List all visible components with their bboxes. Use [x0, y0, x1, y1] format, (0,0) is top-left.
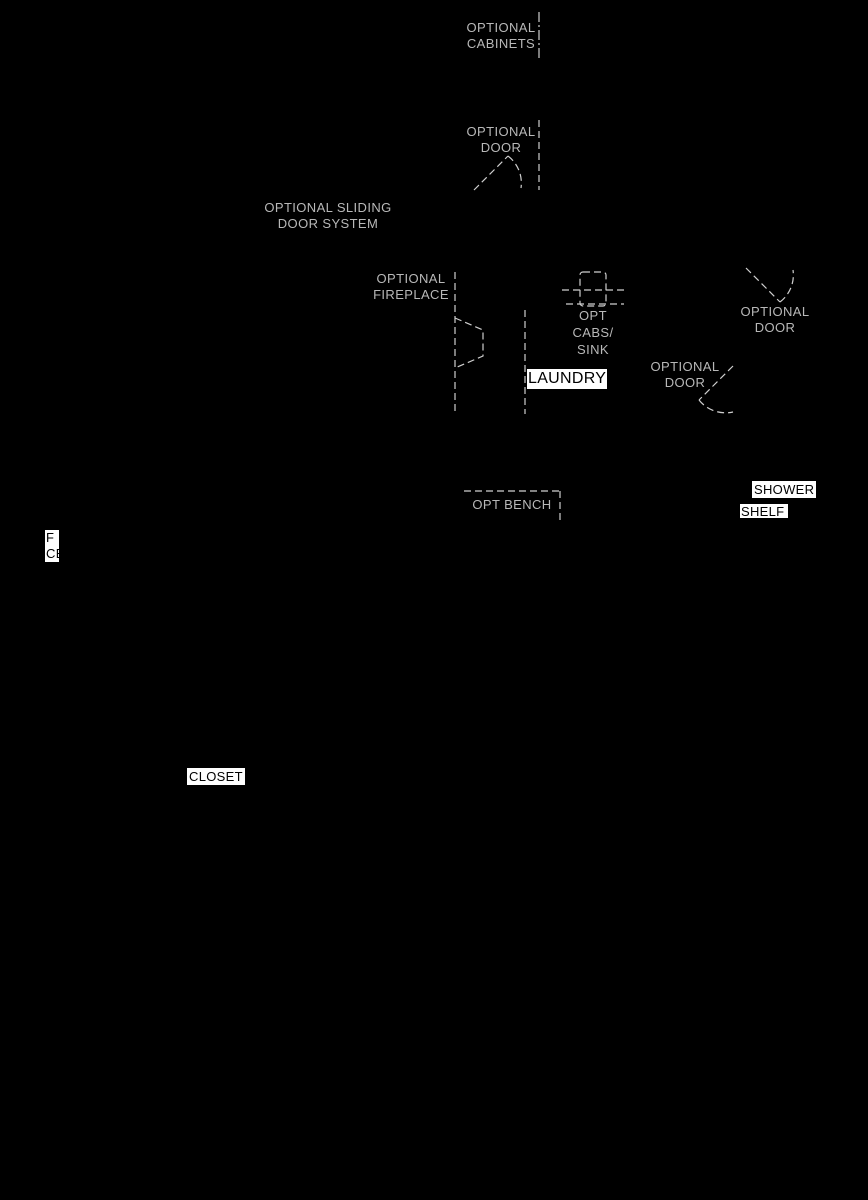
- opt-cabs-sink-line-2: CABS/: [572, 325, 614, 340]
- optional-door-mid-line-1: OPTIONAL: [650, 359, 720, 374]
- door-top-leaf: [474, 156, 508, 190]
- shower-label: SHOWER: [754, 482, 815, 497]
- closet-label: CLOSET: [189, 769, 243, 784]
- optional-door-right-label: [735, 304, 815, 336]
- shelf-label: SHELF: [740, 504, 788, 518]
- door-top-swing: [508, 156, 521, 188]
- optional-door-right-line-1: OPTIONAL: [740, 304, 810, 319]
- optional-cabinets-label: [462, 20, 540, 52]
- optional-cabinets-line-1: OPTIONAL: [466, 20, 536, 35]
- door-mid-swing: [699, 400, 733, 413]
- optional-door-top-line-1: OPTIONAL: [466, 124, 536, 139]
- optional-door-top-label: [462, 124, 540, 156]
- partial-room-line-1: F: [46, 530, 55, 545]
- optional-door-top-line-2: DOOR: [480, 140, 522, 155]
- optional-sliding-door-label: [256, 200, 400, 232]
- door-right-leaf: [746, 268, 780, 302]
- optional-sliding-door-line-2: DOOR SYSTEM: [277, 216, 379, 231]
- optional-fireplace-line-1: OPTIONAL: [376, 271, 446, 286]
- optional-door-mid-label: [645, 359, 725, 391]
- optional-fireplace-label: [368, 271, 454, 303]
- optional-fireplace-line-2: FIREPLACE: [373, 287, 449, 302]
- optional-sliding-door-line-1: OPTIONAL SLIDING: [264, 200, 392, 215]
- opt-bench-label: OPT BENCH: [472, 497, 552, 512]
- partial-room-label: [45, 530, 65, 562]
- optional-cabinets-line-2: CABINETS: [466, 36, 536, 51]
- sink-basin: [580, 272, 606, 306]
- fireplace-hearth: [455, 318, 483, 368]
- opt-cabs-sink-line-1: OPT: [579, 308, 607, 323]
- opt-cabs-sink-label: [564, 307, 622, 358]
- laundry-room-label: LAUNDRY: [528, 370, 607, 387]
- door-right-swing: [780, 270, 793, 302]
- opt-cabs-sink-line-3: SINK: [577, 342, 609, 357]
- optional-door-mid-line-2: DOOR: [664, 375, 706, 390]
- partial-room-line-2: CE: [46, 546, 65, 561]
- optional-door-right-line-2: DOOR: [754, 320, 796, 335]
